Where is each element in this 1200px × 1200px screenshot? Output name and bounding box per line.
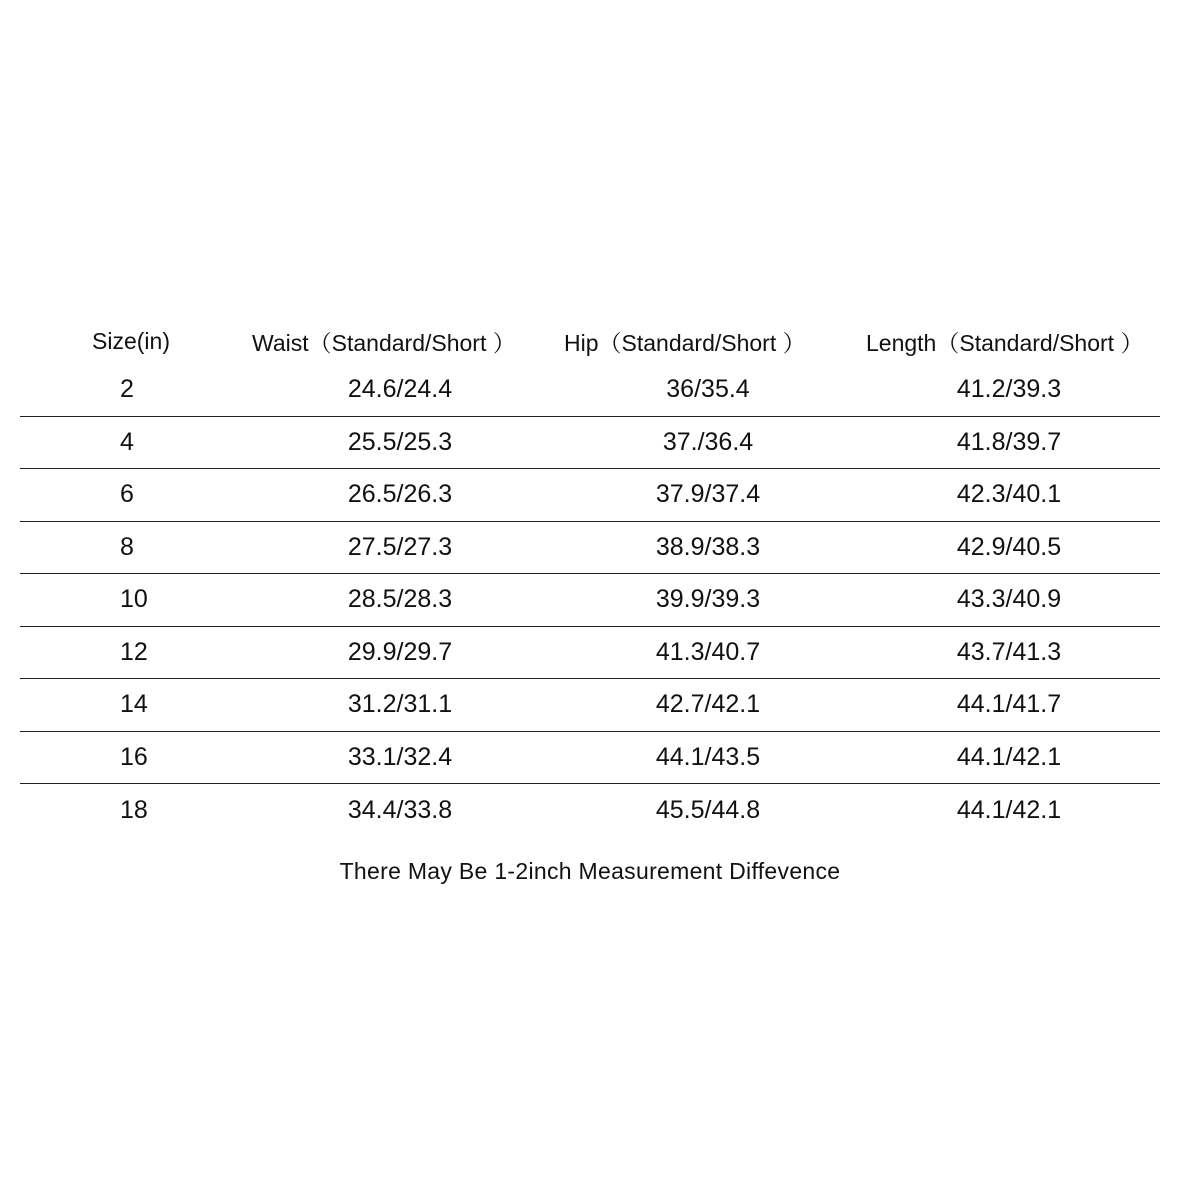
table-row [20, 364, 1160, 417]
size-value: 4 [120, 427, 134, 456]
header-size: Size(in) [92, 327, 170, 354]
size-value: 2 [120, 375, 134, 404]
size-value: 12 [120, 637, 148, 666]
table-row [20, 679, 1160, 732]
header-hip: Hip（Standard/Short ） [564, 329, 806, 356]
size-cell [20, 428, 242, 457]
size-value: 16 [120, 742, 148, 771]
waist-cell: 31.2/31.1 [347, 690, 453, 719]
size-cell [20, 375, 242, 404]
waist-cell: 24.6/24.4 [347, 375, 453, 404]
table-row [20, 732, 1160, 785]
waist-cell: 26.5/26.3 [347, 480, 453, 509]
header-length: Length（Standard/Short ） [866, 329, 1144, 356]
size-cell [20, 743, 242, 772]
length-cell: 44.1/42.1 [956, 795, 1062, 824]
waist-cell: 29.9/29.7 [347, 637, 453, 666]
size-cell [20, 796, 242, 825]
hip-cell: 45.5/44.8 [655, 795, 761, 824]
length-cell: 42.3/40.1 [956, 480, 1062, 509]
length-cell: 44.1/41.7 [956, 690, 1062, 719]
table-row [20, 417, 1160, 470]
hip-cell: 42.7/42.1 [655, 690, 761, 719]
waist-cell: 33.1/32.4 [347, 742, 453, 771]
table-row [20, 627, 1160, 680]
waist-cell: 25.5/25.3 [347, 427, 453, 456]
hip-cell: 39.9/39.3 [655, 585, 761, 614]
size-cell [20, 533, 242, 562]
size-value: 14 [120, 690, 148, 719]
waist-cell: 27.5/27.3 [347, 532, 453, 561]
size-chart-table [20, 318, 1160, 837]
length-cell: 43.3/40.9 [956, 585, 1062, 614]
length-cell: 43.7/41.3 [956, 637, 1062, 666]
size-cell [20, 480, 242, 509]
table-row [20, 574, 1160, 627]
size-value: 10 [120, 585, 148, 614]
table-row [20, 522, 1160, 575]
table-row [20, 784, 1160, 837]
size-value: 8 [120, 532, 134, 561]
length-cell: 41.2/39.3 [956, 375, 1062, 404]
measurement-note: There May Be 1-2inch Measurement Diffevence [339, 858, 841, 884]
size-cell [20, 638, 242, 667]
size-cell [20, 690, 242, 719]
hip-cell: 44.1/43.5 [655, 742, 761, 771]
length-cell: 44.1/42.1 [956, 742, 1062, 771]
size-cell [20, 585, 242, 614]
length-cell: 41.8/39.7 [956, 427, 1062, 456]
waist-cell: 28.5/28.3 [347, 585, 453, 614]
length-cell: 42.9/40.5 [956, 532, 1062, 561]
size-value: 6 [120, 480, 134, 509]
hip-cell: 36/35.4 [666, 375, 750, 404]
table-header-row [20, 318, 1160, 364]
hip-cell: 38.9/38.3 [655, 532, 761, 561]
header-waist: Waist（Standard/Short ） [252, 329, 516, 356]
hip-cell: 37./36.4 [662, 427, 754, 456]
waist-cell: 34.4/33.8 [347, 795, 453, 824]
hip-cell: 41.3/40.7 [655, 637, 761, 666]
hip-cell: 37.9/37.4 [655, 480, 761, 509]
table-row [20, 469, 1160, 522]
size-value: 18 [120, 795, 148, 824]
